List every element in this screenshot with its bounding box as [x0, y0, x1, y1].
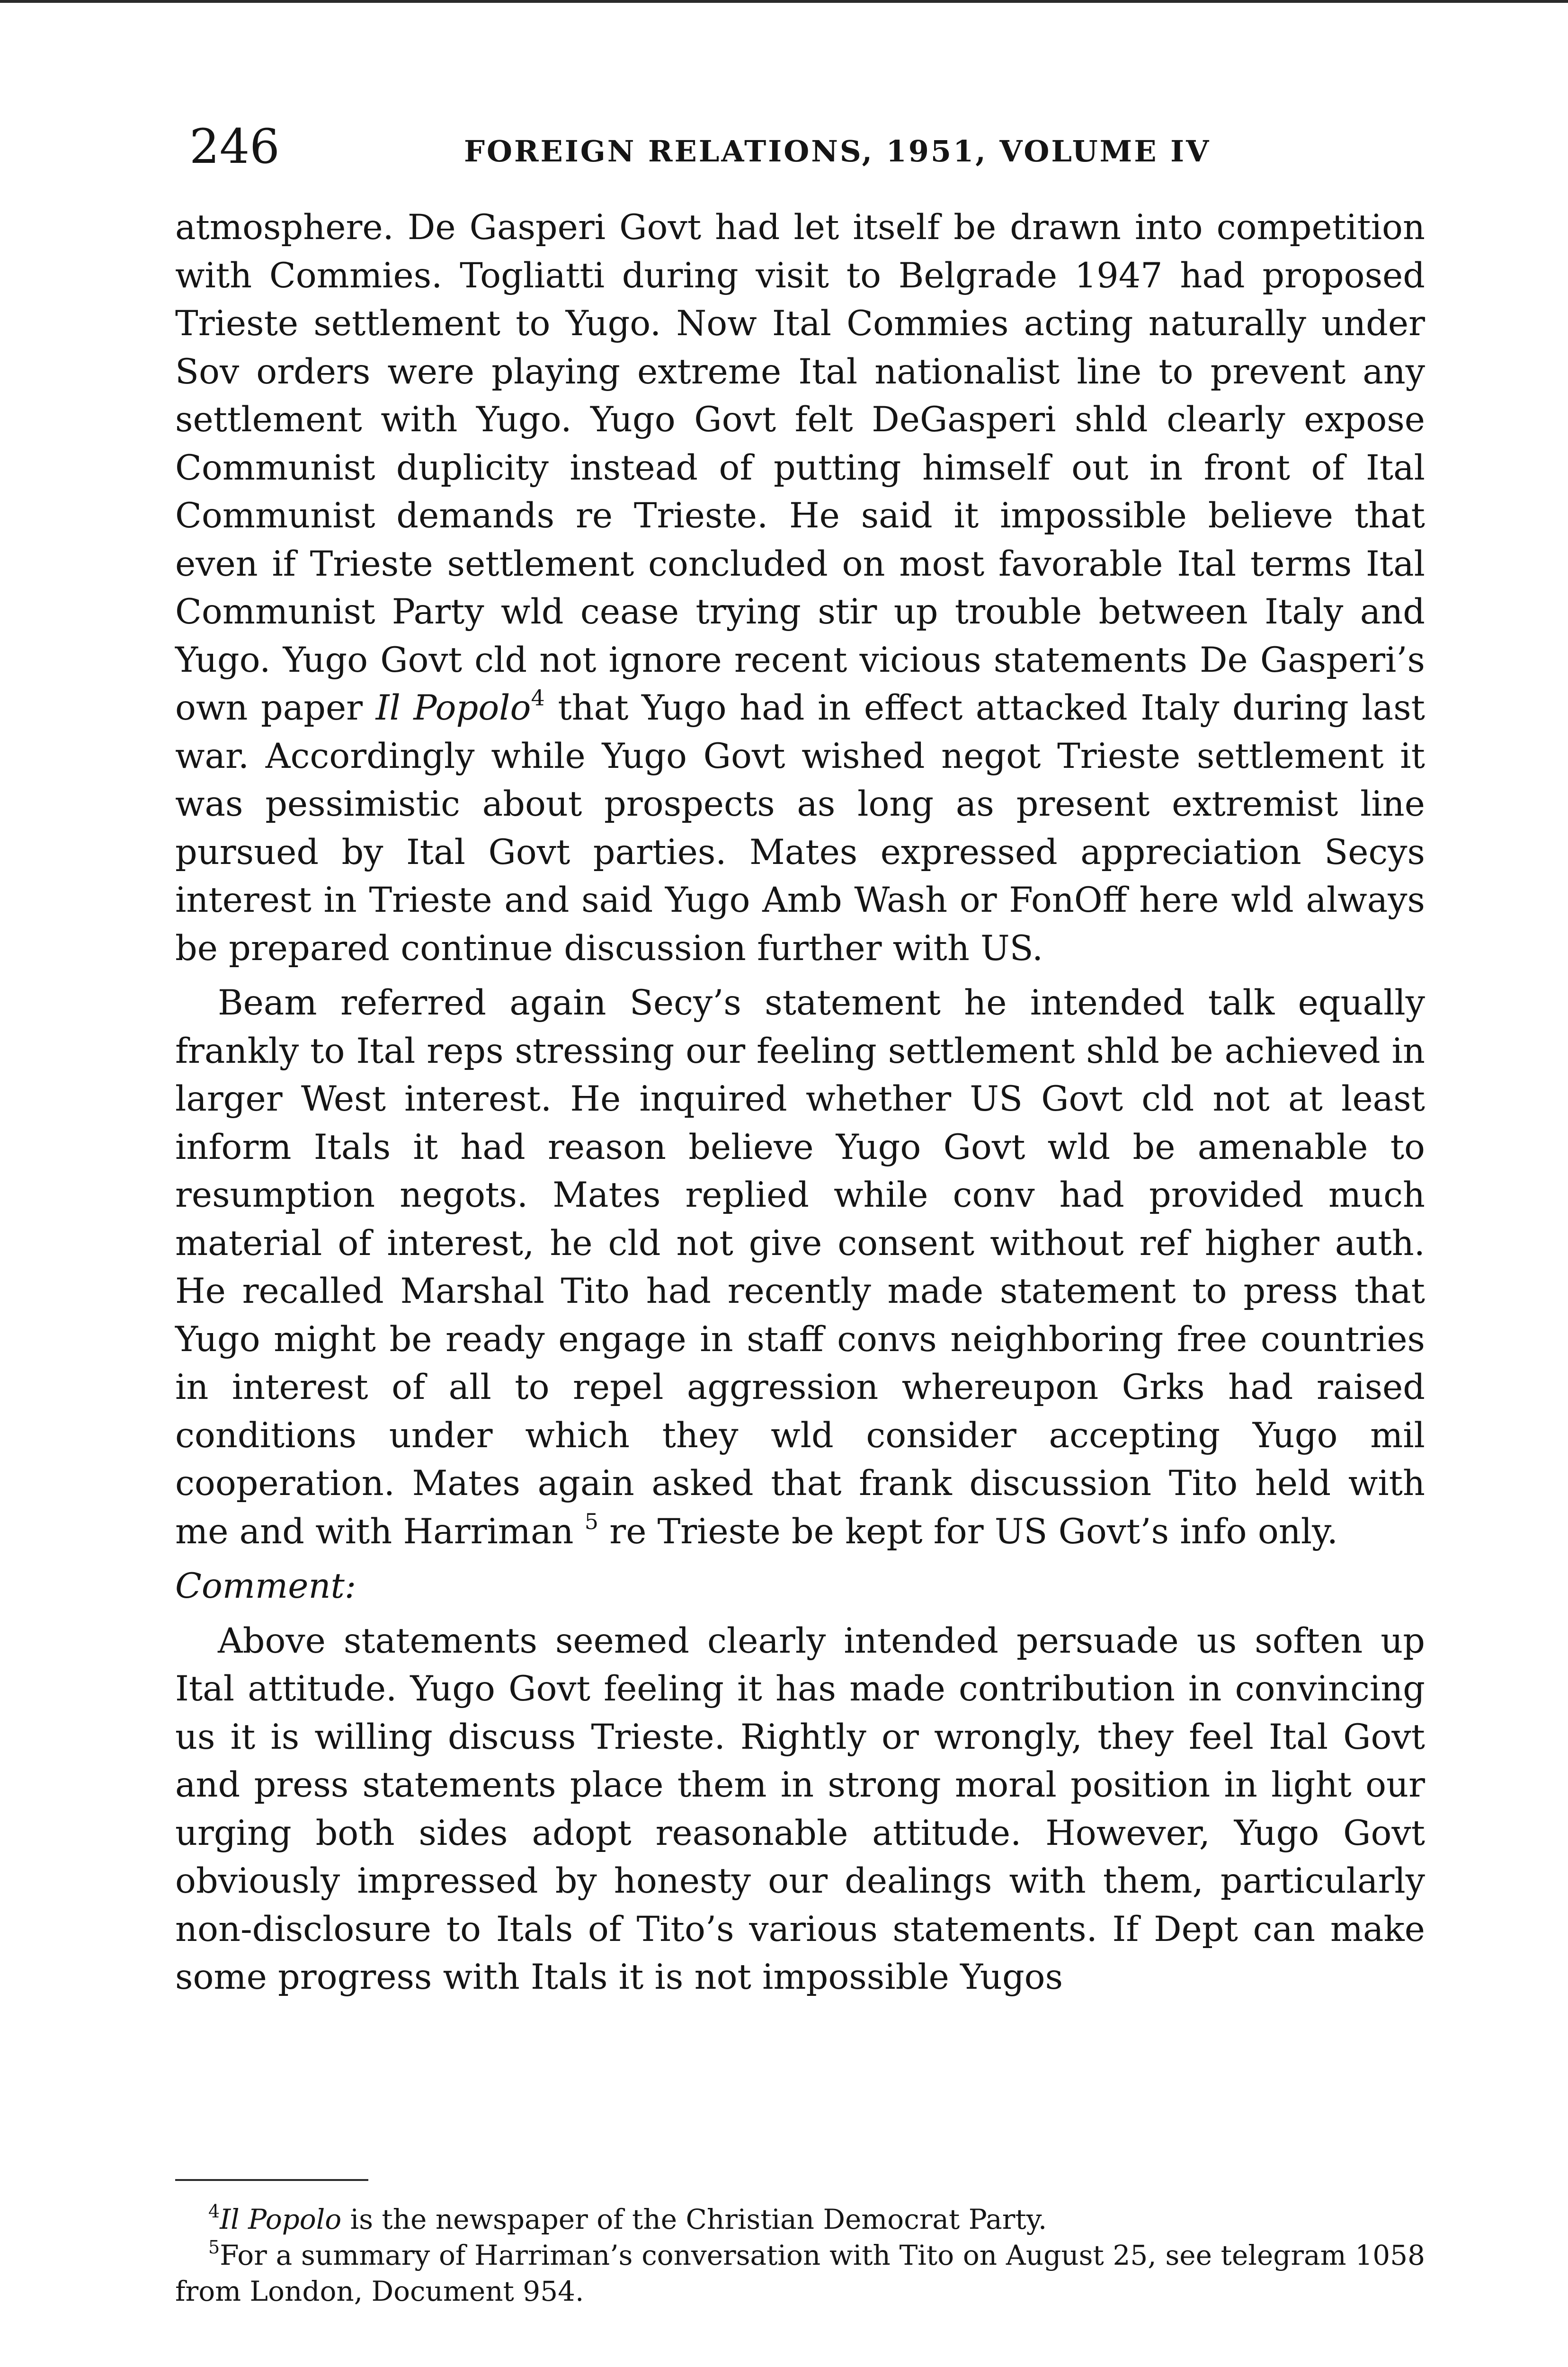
page-header — [189, 118, 1425, 180]
footnote-ref-5: 5 — [584, 1508, 599, 1534]
footnote-4-number: 4 — [208, 2201, 220, 2222]
paragraph-2-text: Beam referred again Secy’s statement he intended talk equally frankly to Ital reps stressing our feeling settlement shld be achieved in larger West interest. He inquired whether US Govt cld not at least inform Itals it had reason believe Yugo Govt wld be amenable to resumption negots. Mates replied while conv had provided much material of interest, he cld not give consent without ref higher auth. He recalled Marshal Tito had recently made statement to press that Yugo might be ready engage in staff convs neighboring free countries in interest of all to repel aggression whereupon Grks had raised conditions under which they wld consider accepting Yugo mil cooperation. Mates again asked that frank discussion Tito held with me and with Harriman — [175, 983, 1425, 1552]
footnote-separator — [175, 2179, 368, 2181]
footnote-4-text: is the newspaper of the Christian Democrat Party. — [350, 2203, 1047, 2235]
paragraph-2-text-cont: re Trieste be kept for US Govt’s info only. — [609, 1511, 1338, 1552]
footnotes — [175, 2201, 1425, 2309]
footnote-5-text: For a summary of Harriman’s conversation with Tito on August 25, see telegram 1058 from London, Document 954. — [175, 2239, 1425, 2307]
paragraph-1-text-cont: that Yugo had in effect attacked Italy during last war. Accordingly while Yugo Govt wished negot Trieste settlement it was pessimistic about prospects as long as present extremist line pursued by Ital Govt parties. Mates expressed appreciation Secys interest in Trieste and said Yugo Amb Wash or FonOff here wld always be prepared continue discussion further with US. — [175, 688, 1425, 969]
running-head: FOREIGN RELATIONS, 1951, VOLUME IV — [464, 134, 1211, 169]
footnote-4 — [175, 2201, 1425, 2237]
comment-heading: Comment: — [175, 1566, 356, 1606]
footnote-5-number: 5 — [208, 2237, 220, 2258]
paragraph-1-text: atmosphere. De Gasperi Govt had let itself be drawn into competition with Commies. Togliatti during visit to Belgrade 1947 had proposed Trieste settlement to Yugo. Now Ital Commies acting naturally under Sov orders were playing extreme Ital nationalist line to prevent any settlement with Yugo. Yugo Govt felt DeGasperi shld clearly expose Communist duplicity instead of putting himself out in front of Ital Communist demands re Trieste. He said it impossible believe that even if Trieste settlement concluded on most favorable Ital terms Ital Communist Party wld cease trying stir up trouble between Italy and Yugo. Yugo Govt cld not ignore recent vicious statements De Gasperi’s own paper — [175, 207, 1425, 728]
paragraph-3: Above statements seemed clearly intended persuade us soften up Ital attitude. Yugo Govt feeling it has made contribution in convincing us it is willing discuss Trieste. Rightly or wrongly, they feel Ital Govt and press statements place them in strong moral position in light our urging both sides adopt reasonable attitude. However, Yugo Govt obviously impressed by honesty our dealings with them, particularly non-disclosure to Itals of Tito’s various statements. If Dept can make some progress with Itals it is not impossible Yugos — [175, 1620, 1425, 1997]
newspaper-title: Il Popolo — [375, 688, 531, 728]
page-number: 246 — [189, 119, 280, 174]
footnote-4-title: Il Popolo — [220, 2203, 342, 2235]
paragraph-2 — [175, 979, 1425, 1556]
top-edge-rule — [0, 0, 1568, 3]
paragraph-1 — [175, 204, 1425, 972]
footnote-ref-4: 4 — [531, 685, 545, 711]
body-text — [175, 204, 1425, 2002]
footnote-5 — [175, 2237, 1425, 2309]
